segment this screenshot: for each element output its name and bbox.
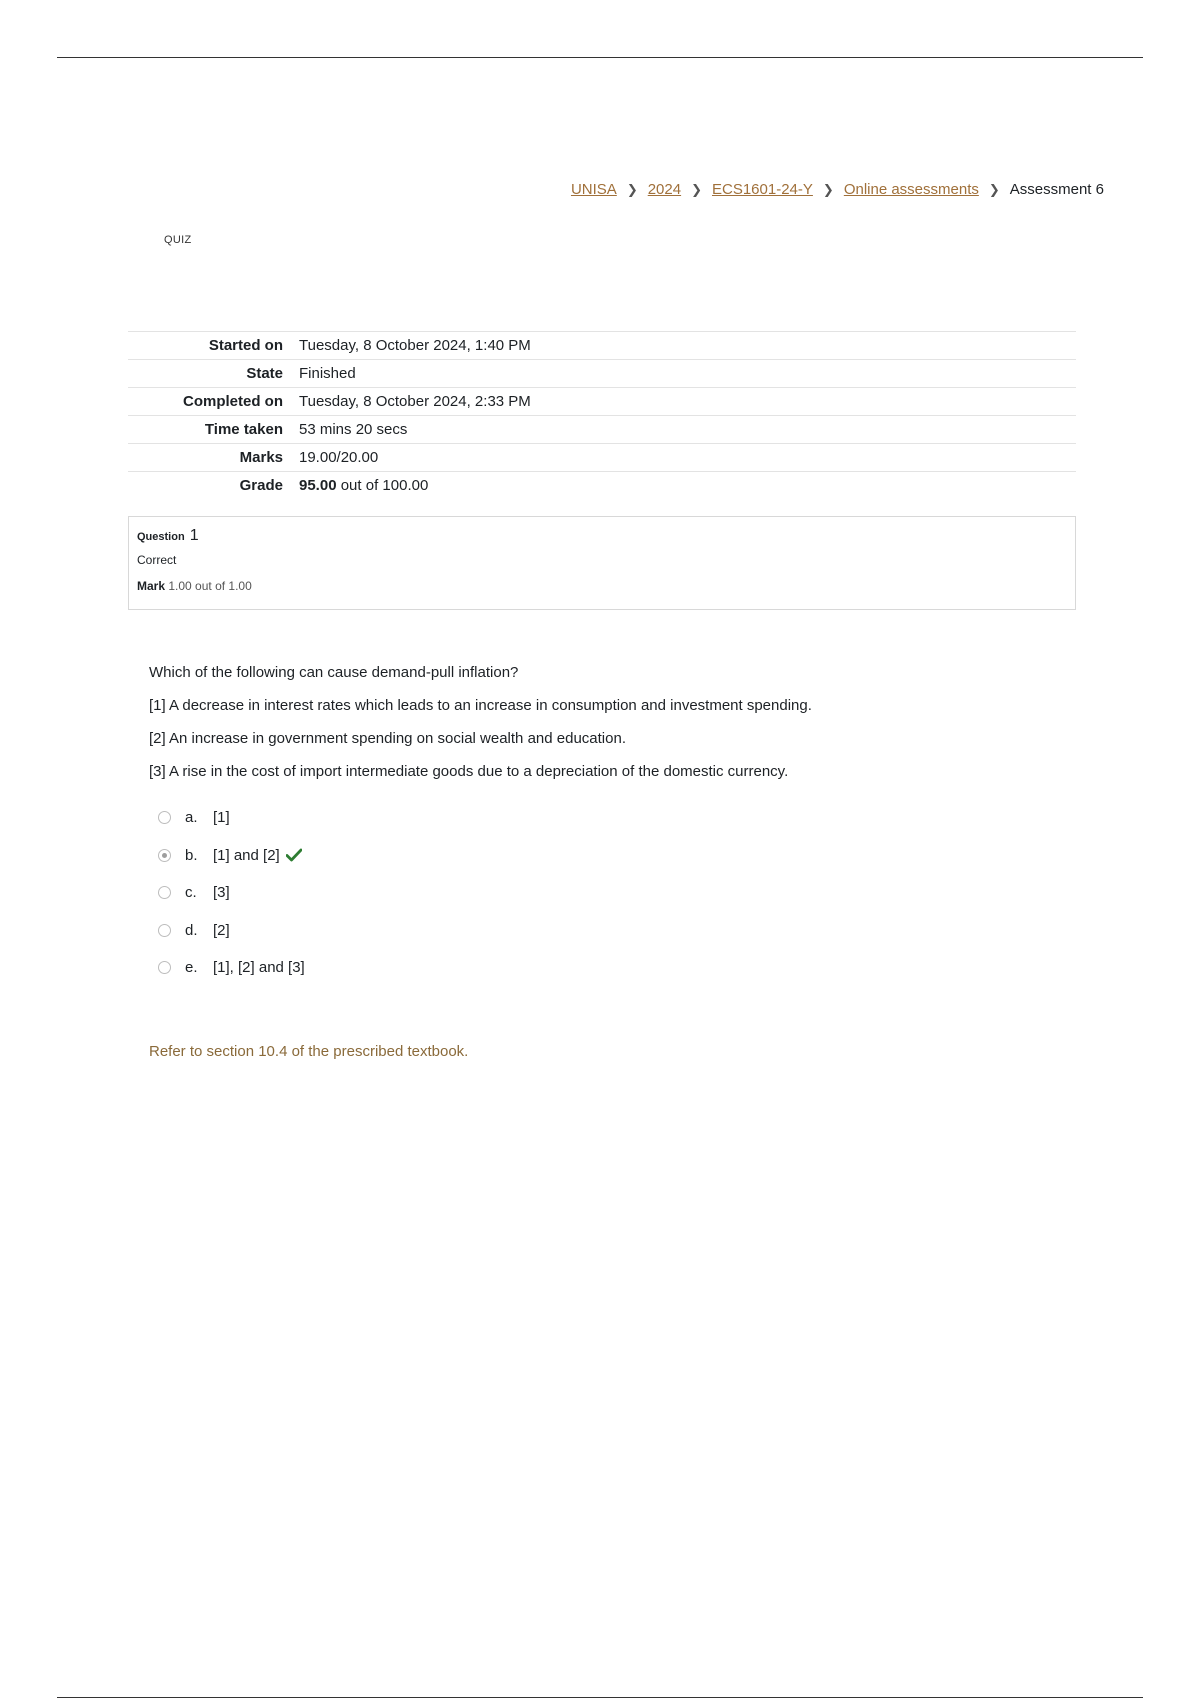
top-rule xyxy=(57,57,1143,58)
question-text xyxy=(149,656,812,788)
summary-label: Completed on xyxy=(183,393,283,410)
radio-button[interactable] xyxy=(158,886,171,899)
summary-value: 19.00/20.00 xyxy=(299,449,379,466)
option-letter: b. xyxy=(185,846,198,864)
summary-row-time-taken xyxy=(128,416,1076,444)
question-statement: [2] An increase in government spending on social wealth and education. xyxy=(149,730,626,747)
chevron-right-icon: ❯ xyxy=(626,181,638,197)
summary-label: Time taken xyxy=(204,421,283,438)
attempt-summary-table xyxy=(128,331,1076,499)
breadcrumb-link-online-assessments[interactable]: Online assessments xyxy=(843,181,979,198)
answer-option-a[interactable] xyxy=(158,799,305,837)
answer-options xyxy=(158,799,305,987)
answer-option-d[interactable] xyxy=(158,912,305,950)
chevron-right-icon: ❯ xyxy=(691,181,702,197)
summary-value: Tuesday, 8 October 2024, 1:40 PM xyxy=(299,337,531,354)
summary-value xyxy=(283,472,1076,500)
summary-value: Tuesday, 8 October 2024, 2:33 PM xyxy=(299,393,531,410)
option-letter: c. xyxy=(185,884,197,902)
summary-row-completed xyxy=(128,388,1076,416)
radio-button[interactable] xyxy=(158,961,171,974)
option-text: [2] xyxy=(213,921,230,939)
mark-value: 1.00 out of 1.00 xyxy=(168,579,252,593)
summary-row-grade xyxy=(128,472,1076,500)
summary-label: Grade xyxy=(239,477,283,494)
summary-row-marks xyxy=(128,444,1076,472)
option-letter: d. xyxy=(185,921,198,939)
breadcrumb-link-course[interactable]: ECS1601-24-Y xyxy=(712,181,813,198)
option-text: [3] xyxy=(213,884,230,902)
chevron-right-icon: ❯ xyxy=(822,181,834,197)
bottom-rule xyxy=(57,1697,1143,1698)
radio-button-selected[interactable] xyxy=(158,849,171,862)
breadcrumb-current: Assessment 6 xyxy=(1009,181,1104,198)
summary-label: Started on xyxy=(208,337,283,354)
correct-check-icon xyxy=(286,848,302,862)
option-letter: a. xyxy=(185,809,198,827)
breadcrumb-link-year[interactable]: 2024 xyxy=(647,181,682,198)
summary-label: State xyxy=(246,365,283,382)
mark-label: Mark xyxy=(137,579,166,593)
answer-option-c[interactable] xyxy=(158,874,305,912)
quiz-label: QUIZ xyxy=(164,234,192,246)
option-letter: e. xyxy=(185,959,198,977)
summary-value: 53 mins 20 secs xyxy=(299,421,408,438)
grade-suffix: out of 100.00 xyxy=(340,477,429,494)
summary-row-started xyxy=(128,332,1076,360)
answer-option-b[interactable] xyxy=(158,837,305,875)
answer-option-e[interactable] xyxy=(158,949,305,987)
radio-button[interactable] xyxy=(158,811,171,824)
option-text: [1] and [2] xyxy=(213,846,280,864)
breadcrumb xyxy=(571,181,1104,198)
question-prompt: Which of the following can cause demand-pull inflation? xyxy=(149,664,519,681)
grade-value: 95.00 xyxy=(299,477,337,494)
chevron-right-icon: ❯ xyxy=(988,181,1000,197)
question-number xyxy=(137,527,1067,545)
question-info-box xyxy=(128,516,1076,610)
summary-label: Marks xyxy=(239,449,283,466)
question-grade xyxy=(137,579,1067,593)
question-state: Correct xyxy=(137,553,177,567)
question-label: Question xyxy=(137,531,185,543)
summary-row-state xyxy=(128,360,1076,388)
question-statement: [3] A rise in the cost of import intermediate goods due to a depreciation of the domestic currency. xyxy=(149,763,789,780)
question-number-value: 1 xyxy=(189,527,199,544)
general-feedback: Refer to section 10.4 of the prescribed textbook. xyxy=(149,1043,469,1060)
breadcrumb-link-unisa[interactable]: UNISA xyxy=(570,181,617,198)
option-text: [1], [2] and [3] xyxy=(213,959,305,977)
option-text: [1] xyxy=(213,809,230,827)
radio-button[interactable] xyxy=(158,924,171,937)
summary-value: Finished xyxy=(299,365,356,382)
question-statement: [1] A decrease in interest rates which leads to an increase in consumption and investment spending. xyxy=(149,697,812,714)
